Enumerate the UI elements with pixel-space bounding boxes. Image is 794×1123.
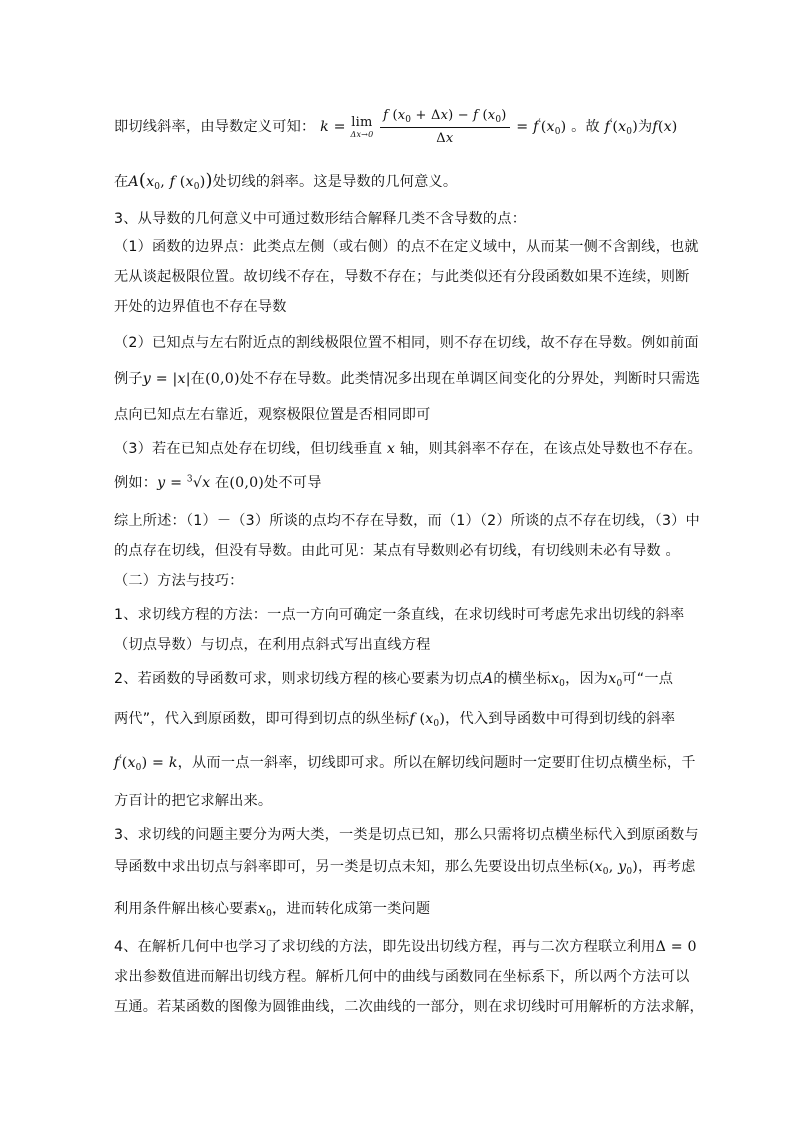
difference-quotient: $\frac{f (x_0 + \Delta x) - f (x_0)}{\Delta x}$ xyxy=(380,108,509,146)
text-line: 4、在解析几何中也学习了求切线的方法，即先设出切线方程，再与二次方程联立利用Δ = 0 xyxy=(114,939,697,955)
text-line: （1）函数的边界点：此类点左侧（或右侧）的点不在定义域中，从而某一侧不含割线，也就 xyxy=(114,239,699,255)
text-line: 求出参数值进而解出切线方程。解析几何中的曲线与函数同在坐标系下，所以两个方法可以 xyxy=(114,969,690,985)
text-span: 。故 xyxy=(571,119,600,135)
text-line: （切点导数）与切点，在利用点斜式写出直线方程 xyxy=(114,637,431,653)
text-line: 开处的边界值也不存在导数 xyxy=(114,299,287,315)
text-line: 3、从导数的几何意义中可通过数形结合解释几类不含导数的点： xyxy=(114,211,527,227)
text-line: 综上所述：（1）－（3）所谈的点均不存在导数，而（1）（2）所谈的点不存在切线，（3）中 xyxy=(114,513,700,529)
text-line: 3、求切线的问题主要分为两大类，一类是切点已知，那么只需将切点横坐标代入到原函数与 xyxy=(114,827,699,843)
text-line: （3）若在已知点处存在切线，但切线垂直 x 轴，则其斜率不存在，在该点处导数也不存在。 xyxy=(114,441,702,457)
text-span: 为 xyxy=(637,119,653,135)
text-line: 无从谈起极限位置。故切线不存在，导数不存在；与此类似还有分段函数如果不连续，则断 xyxy=(114,269,690,285)
derivative-definition-line: 即切线斜率，由导数定义可知： k = lim Δx→0 $\frac{f (x_0 + \Delta x) - f (x_0)}{\Delta x}$ = $f'(x_0)$ 。故 $f'(x_0)$为f(x) xyxy=(114,108,678,146)
text-line: 点向已知点左右靠近，观察极限位置是否相同即可 xyxy=(114,407,431,423)
text-line: $f'(x_0) = k$，从而一点一斜率，切线即可求。所以在解切线问题时一定要盯住切点横坐标，千 xyxy=(114,754,696,773)
text-line: 方百计的把它求解出来。 xyxy=(114,793,273,809)
text-line: 的点存在切线，但没有导数。由此可见：某点有导数则必有切线，有切线则未必有导数 。 xyxy=(114,543,680,559)
text-line: 1、求切线方程的方法：一点一方向可确定一条直线，在求切线时可考虑先求出切线的斜率 xyxy=(114,607,685,623)
text-line: 两代”，代入到原函数，即可得到切点的纵坐标f $(x_0)$，代入到导函数中可得到切线的斜率 xyxy=(114,711,676,729)
text-line: 例如：y = $^3$√x 在(0,0)处不可导 xyxy=(114,474,322,491)
text-line: 利用条件解出核心要素$x_0$，进而转化成第一类问题 xyxy=(114,901,431,919)
text-line: 例子y = |x|在(0,0)处不存在导数。此类情况多出现在单调区间变化的分界处，判断时只需选 xyxy=(114,371,701,387)
text-line: 2、若函数的导函数可求，则求切线方程的核心要素为切点A的横坐标$x_0$，因为$x_0$可“一点 xyxy=(114,671,674,689)
text-line: 互通。若某函数的图像为圆锥曲线，二次曲线的一部分，则在求切线时可用解析的方法求解， xyxy=(114,999,704,1015)
text-line: 在$A(x_0$, f $(x_0)$)处切线的斜率。这是导数的几何意义。 xyxy=(114,170,458,192)
text-span: 即切线斜率，由导数定义可知： xyxy=(114,119,316,135)
text-line: 导函数中求出切点与斜率即可，另一类是切点未知，那么先要设出切点坐标($x_0$, $y_0$)，再考虑 xyxy=(114,859,696,877)
limit-operator: lim Δx→0 xyxy=(350,114,374,139)
section-heading: （二）方法与技巧： xyxy=(114,573,244,589)
text-line: （2）已知点与左右附近点的割线极限位置不相同，则不存在切线，故不存在导数。例如前面 xyxy=(114,335,699,351)
